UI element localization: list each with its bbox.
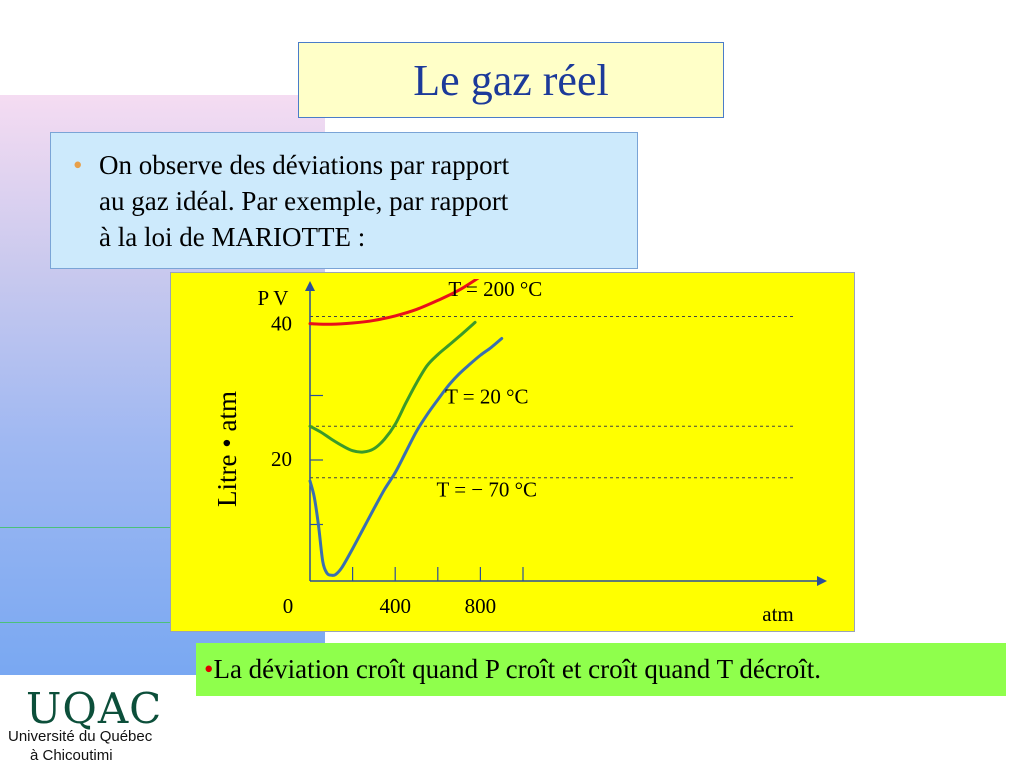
y-tick-label: 20 xyxy=(271,447,292,471)
conclusion-text: La déviation croît quand P croît et croît quand T décroît. xyxy=(213,654,822,684)
logo-mark: UQAC xyxy=(26,684,163,733)
x-tick-label: 0 xyxy=(282,594,294,618)
series-label: T = 200 °C xyxy=(448,276,543,301)
uqac-logo xyxy=(8,684,178,768)
series-line xyxy=(310,338,502,575)
intro-bullet-box xyxy=(50,132,638,269)
conclusion-box xyxy=(196,643,1006,696)
pv-chart xyxy=(171,273,856,633)
bullet-marker: • xyxy=(73,150,83,180)
x-tick-label: 400 xyxy=(379,594,411,618)
bullet-item xyxy=(65,147,625,255)
bullet-line: au gaz idéal. Par exemple, par rapport xyxy=(99,186,509,216)
chart-panel xyxy=(170,272,855,632)
y-tick-label: 40 xyxy=(271,311,292,336)
y-axis-top-label: P V xyxy=(257,286,289,310)
x-tick-label: 800 xyxy=(464,594,497,618)
y-axis-arrow xyxy=(305,281,315,291)
conclusion-marker: • xyxy=(204,654,214,684)
page-title: Le gaz réel xyxy=(413,55,609,105)
bullet-text xyxy=(99,147,509,255)
series-label: T = 20 °C xyxy=(445,384,529,409)
x-axis-unit-label: atm xyxy=(762,602,794,626)
y-axis-label: Litre • atm xyxy=(212,391,242,507)
series-label: T = − 70 °C xyxy=(436,477,538,502)
logo-line-2: à Chicoutimi xyxy=(30,747,113,764)
title-box xyxy=(298,42,724,118)
bullet-line: On observe des déviations par rapport xyxy=(99,150,510,180)
bullet-line: à la loi de MARIOTTE : xyxy=(99,222,366,252)
x-axis-arrow xyxy=(817,576,827,586)
logo-line-1: Université du Québec xyxy=(8,728,153,745)
